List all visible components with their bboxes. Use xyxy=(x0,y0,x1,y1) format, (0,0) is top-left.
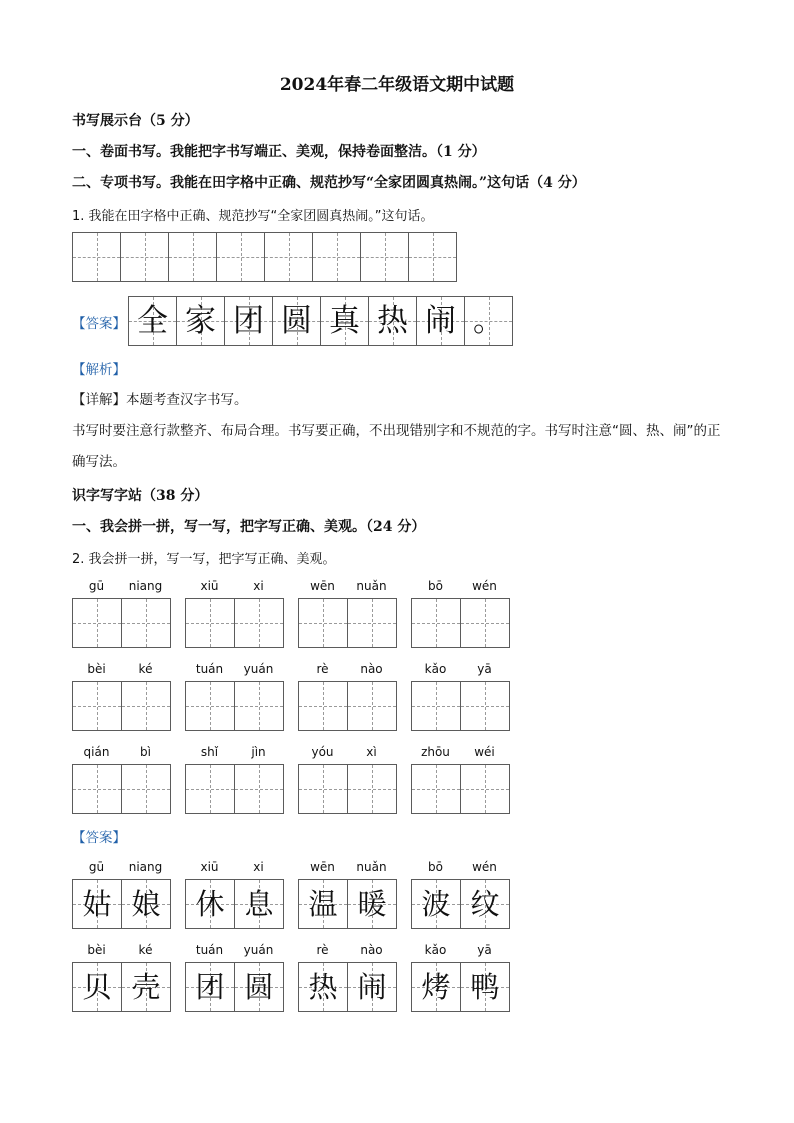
answer-label-2: 【答案】 xyxy=(72,830,126,846)
tianzi-cell xyxy=(185,681,235,731)
grid-guide-line xyxy=(323,599,324,647)
pinyin-row xyxy=(185,579,284,595)
grid-guide-line xyxy=(97,233,98,281)
tianzi-cell xyxy=(411,598,461,648)
grid-guide-line xyxy=(210,765,211,813)
grid-guide-line xyxy=(259,599,260,647)
pinyin-syllable: niang xyxy=(128,860,163,874)
tianzi-cell xyxy=(216,232,265,282)
pinyin-row xyxy=(298,662,397,678)
grid-guide-line xyxy=(436,682,437,730)
answer-cell xyxy=(128,296,177,346)
detail-line xyxy=(72,388,248,408)
tianzi-cell xyxy=(121,764,171,814)
tianzi-cell xyxy=(460,681,510,731)
answer-cell xyxy=(185,962,235,1012)
pinyin-row xyxy=(298,745,397,761)
answer-character: 姑 xyxy=(82,886,112,921)
pinyin-syllable: ké xyxy=(138,662,153,676)
answer-cell xyxy=(347,879,397,929)
pinyin-syllable: wén xyxy=(472,579,497,593)
answer-character: 。 xyxy=(473,302,504,339)
answer-character: 娘 xyxy=(131,886,161,921)
pinyin-row xyxy=(72,579,171,595)
pinyin-syllable: shǐ xyxy=(200,745,219,759)
pinyin-syllable: nào xyxy=(360,943,383,957)
pinyin-syllable: wēn xyxy=(310,579,335,593)
answer-character: 壳 xyxy=(131,969,161,1004)
answer-character: 纹 xyxy=(470,886,500,921)
tianzi-cell xyxy=(347,764,397,814)
question-1-text: 1. 我能在田字格中正确、规范抄写“全家团圆真热闹。”这句话。 xyxy=(72,209,434,224)
detail-paragraph: 书写时要注意行款整齐、布局合理。书写要正确，不出现错别字和不规范的字。书写时注意“圆、热、闹”的正确写法。 xyxy=(72,423,721,470)
answer-word-group xyxy=(185,860,284,929)
answer-character: 真 xyxy=(329,302,360,339)
section-writing-title: 书写展示台（5 分） xyxy=(72,113,199,129)
answer-word-group xyxy=(411,943,510,1012)
tianzi-cell xyxy=(312,232,361,282)
detail-label: 【详解】 xyxy=(72,392,126,408)
pinyin-syllable: ké xyxy=(138,943,153,957)
grid-guide-line xyxy=(485,599,486,647)
tianzi-cell xyxy=(460,598,510,648)
page-title: 2024年春二年级语文期中试题 xyxy=(279,75,515,95)
answer-character: 暖 xyxy=(357,886,387,921)
answer-cell xyxy=(298,962,348,1012)
pinyin-row xyxy=(411,745,510,761)
answer-cell xyxy=(460,879,510,929)
pinyin-row xyxy=(72,662,171,678)
grid-guide-line xyxy=(97,682,98,730)
answer-character: 团 xyxy=(233,302,264,339)
answer-character: 闹 xyxy=(357,969,387,1004)
grid-guide-line xyxy=(337,233,338,281)
grid-guide-line xyxy=(210,682,211,730)
tianzi-cell xyxy=(72,232,121,282)
grid-guide-line xyxy=(97,599,98,647)
pinyin-word-group xyxy=(411,662,510,731)
pinyin-syllable: bō xyxy=(428,579,443,593)
pinyin-row xyxy=(411,662,510,678)
pinyin-syllable: nuǎn xyxy=(356,860,387,874)
pinyin-row xyxy=(185,662,284,678)
tianzi-cell xyxy=(72,764,122,814)
answer-cell xyxy=(121,879,171,929)
answer-label: 【答案】 xyxy=(72,316,126,332)
pinyin-syllable: rè xyxy=(316,943,329,957)
pinyin-syllable: kǎo xyxy=(424,943,447,957)
grid-guide-line xyxy=(433,233,434,281)
grid-guide-line xyxy=(485,682,486,730)
tianzi-cell xyxy=(234,764,284,814)
pinyin-syllable: zhōu xyxy=(421,745,450,759)
pinyin-syllable: tuán xyxy=(195,662,224,676)
grid-guide-line xyxy=(323,765,324,813)
tianzi-cell xyxy=(460,764,510,814)
answer-character: 圆 xyxy=(244,969,274,1004)
answer-word-group xyxy=(72,943,171,1012)
answer-character: 闹 xyxy=(425,302,456,339)
analysis-label: 【解析】 xyxy=(72,362,126,378)
answer-cell xyxy=(416,296,465,346)
tianzi-cell xyxy=(347,598,397,648)
grid-guide-line xyxy=(146,599,147,647)
answer-cell xyxy=(298,879,348,929)
pinyin-syllable: yuán xyxy=(243,662,274,676)
pinyin-syllable: xì xyxy=(366,745,377,759)
grid-guide-line xyxy=(436,599,437,647)
answer-word-group xyxy=(298,860,397,929)
pinyin-row xyxy=(72,943,171,959)
pinyin-row xyxy=(185,745,284,761)
answer-character: 热 xyxy=(377,302,408,339)
tianzi-cell xyxy=(298,764,348,814)
grid-guide-line xyxy=(372,599,373,647)
answer-cell xyxy=(320,296,369,346)
grid-guide-line xyxy=(385,233,386,281)
tianzi-cell xyxy=(347,681,397,731)
answer-cell xyxy=(460,962,510,1012)
pinyin-syllable: yā xyxy=(477,943,492,957)
pinyin-row xyxy=(298,579,397,595)
grid-guide-line xyxy=(193,233,194,281)
pinyin-row xyxy=(72,860,171,876)
grid-guide-line xyxy=(259,765,260,813)
pinyin-word-group xyxy=(298,579,397,648)
answer-character: 家 xyxy=(185,302,216,339)
tianzi-cell xyxy=(121,681,171,731)
grid-guide-line xyxy=(485,765,486,813)
answer-cell xyxy=(464,296,513,346)
answer-word-group xyxy=(185,943,284,1012)
answer-cell xyxy=(234,962,284,1012)
answer-cell xyxy=(411,879,461,929)
grid-guide-line xyxy=(323,682,324,730)
tianzi-cell xyxy=(185,764,235,814)
grid-guide-line xyxy=(372,765,373,813)
pinyin-word-group xyxy=(185,579,284,648)
pinyin-row xyxy=(185,860,284,876)
pinyin-syllable: wén xyxy=(472,860,497,874)
pinyin-word-group xyxy=(185,662,284,731)
tianzi-cell xyxy=(72,598,122,648)
answer-character: 团 xyxy=(195,969,225,1004)
pinyin-word-group xyxy=(411,745,510,814)
tianzi-cell xyxy=(264,232,313,282)
tianzi-cell xyxy=(185,598,235,648)
grid-guide-line xyxy=(97,765,98,813)
answer-cell xyxy=(234,879,284,929)
tianzi-cell xyxy=(234,598,284,648)
pinyin-syllable: bì xyxy=(140,745,151,759)
pinyin-syllable: xi xyxy=(253,860,264,874)
tianzi-cell xyxy=(298,681,348,731)
pinyin-syllable: rè xyxy=(316,662,329,676)
pinyin-syllable: gū xyxy=(88,579,105,593)
pinyin-row xyxy=(298,860,397,876)
pinyin-syllable: nuǎn xyxy=(356,579,387,593)
answer-cell xyxy=(72,962,122,1012)
answer-cell xyxy=(224,296,273,346)
tianzi-cell xyxy=(121,598,171,648)
answer-cell xyxy=(272,296,321,346)
answer-cell xyxy=(121,962,171,1012)
pinyin-syllable: tuán xyxy=(195,943,224,957)
grid-guide-line xyxy=(146,765,147,813)
pinyin-row xyxy=(411,579,510,595)
grid-guide-line xyxy=(146,682,147,730)
tianzi-cell xyxy=(360,232,409,282)
pinyin-syllable: gū xyxy=(88,860,105,874)
pinyin-word-group xyxy=(298,745,397,814)
pinyin-syllable: wéi xyxy=(474,745,495,759)
answer-word-group xyxy=(298,943,397,1012)
answer-character: 休 xyxy=(195,886,225,921)
pinyin-syllable: bō xyxy=(428,860,443,874)
pinyin-row xyxy=(411,943,510,959)
answer-character: 波 xyxy=(421,886,451,921)
pinyin-word-group xyxy=(72,579,171,648)
answer-character: 贝 xyxy=(82,969,112,1004)
tianzi-cell xyxy=(298,598,348,648)
section-writing-item-1: 一、卷面书写。我能把字书写端正、美观，保持卷面整洁。（1 分） xyxy=(72,144,486,160)
tianzi-cell xyxy=(411,681,461,731)
grid-guide-line xyxy=(145,233,146,281)
answer-cell xyxy=(176,296,225,346)
question-1-blank-grid xyxy=(72,232,457,282)
grid-guide-line xyxy=(372,682,373,730)
tianzi-cell xyxy=(234,681,284,731)
pinyin-row xyxy=(298,943,397,959)
pinyin-syllable: yuán xyxy=(243,943,274,957)
grid-guide-line xyxy=(241,233,242,281)
pinyin-syllable: wēn xyxy=(310,860,335,874)
tianzi-cell xyxy=(411,764,461,814)
question-2-text: 2. 我会拼一拼，写一写，把字写正确、美观。 xyxy=(72,552,336,567)
pinyin-word-group xyxy=(72,662,171,731)
pinyin-word-group xyxy=(411,579,510,648)
pinyin-syllable: bèi xyxy=(87,662,106,676)
pinyin-word-group xyxy=(298,662,397,731)
answer-character: 息 xyxy=(244,886,274,921)
pinyin-syllable: nào xyxy=(360,662,383,676)
answer-cell xyxy=(368,296,417,346)
tianzi-cell xyxy=(168,232,217,282)
pinyin-row xyxy=(185,943,284,959)
grid-guide-line xyxy=(259,682,260,730)
pinyin-syllable: qián xyxy=(83,745,110,759)
pinyin-word-group xyxy=(185,745,284,814)
section-characters-item-1: 一、我会拼一拼，写一写，把字写正确、美观。（24 分） xyxy=(72,519,426,535)
answer-character: 全 xyxy=(137,302,168,339)
pinyin-word-group xyxy=(72,745,171,814)
answer-character: 温 xyxy=(308,886,338,921)
section-characters-title: 识字写字站（38 分） xyxy=(72,488,209,504)
grid-guide-line xyxy=(289,233,290,281)
answer-word-group xyxy=(72,860,171,929)
answer-cell xyxy=(411,962,461,1012)
pinyin-syllable: yā xyxy=(477,662,492,676)
answer-character: 鸭 xyxy=(470,969,500,1004)
answer-character: 圆 xyxy=(281,302,312,339)
detail-text: 本题考查汉字书写。 xyxy=(126,392,248,408)
tianzi-cell xyxy=(72,681,122,731)
question-1-answer-grid xyxy=(128,296,513,346)
pinyin-syllable: xiū xyxy=(200,579,219,593)
grid-guide-line xyxy=(436,765,437,813)
pinyin-syllable: xiū xyxy=(200,860,219,874)
pinyin-syllable: xi xyxy=(253,579,264,593)
answer-cell xyxy=(185,879,235,929)
answer-character: 烤 xyxy=(421,969,451,1004)
tianzi-cell xyxy=(408,232,457,282)
pinyin-syllable: bèi xyxy=(87,943,106,957)
answer-character: 热 xyxy=(308,969,338,1004)
answer-cell xyxy=(347,962,397,1012)
pinyin-syllable: kǎo xyxy=(424,662,447,676)
pinyin-syllable: niang xyxy=(128,579,163,593)
pinyin-row xyxy=(411,860,510,876)
answer-word-group xyxy=(411,860,510,929)
pinyin-syllable: jìn xyxy=(251,745,266,759)
section-writing-item-2: 二、专项书写。我能在田字格中正确、规范抄写“全家团圆真热闹。”这句话（4 分） xyxy=(72,175,586,191)
grid-guide-line xyxy=(210,599,211,647)
pinyin-syllable: yóu xyxy=(311,745,334,759)
pinyin-row xyxy=(72,745,171,761)
tianzi-cell xyxy=(120,232,169,282)
answer-cell xyxy=(72,879,122,929)
